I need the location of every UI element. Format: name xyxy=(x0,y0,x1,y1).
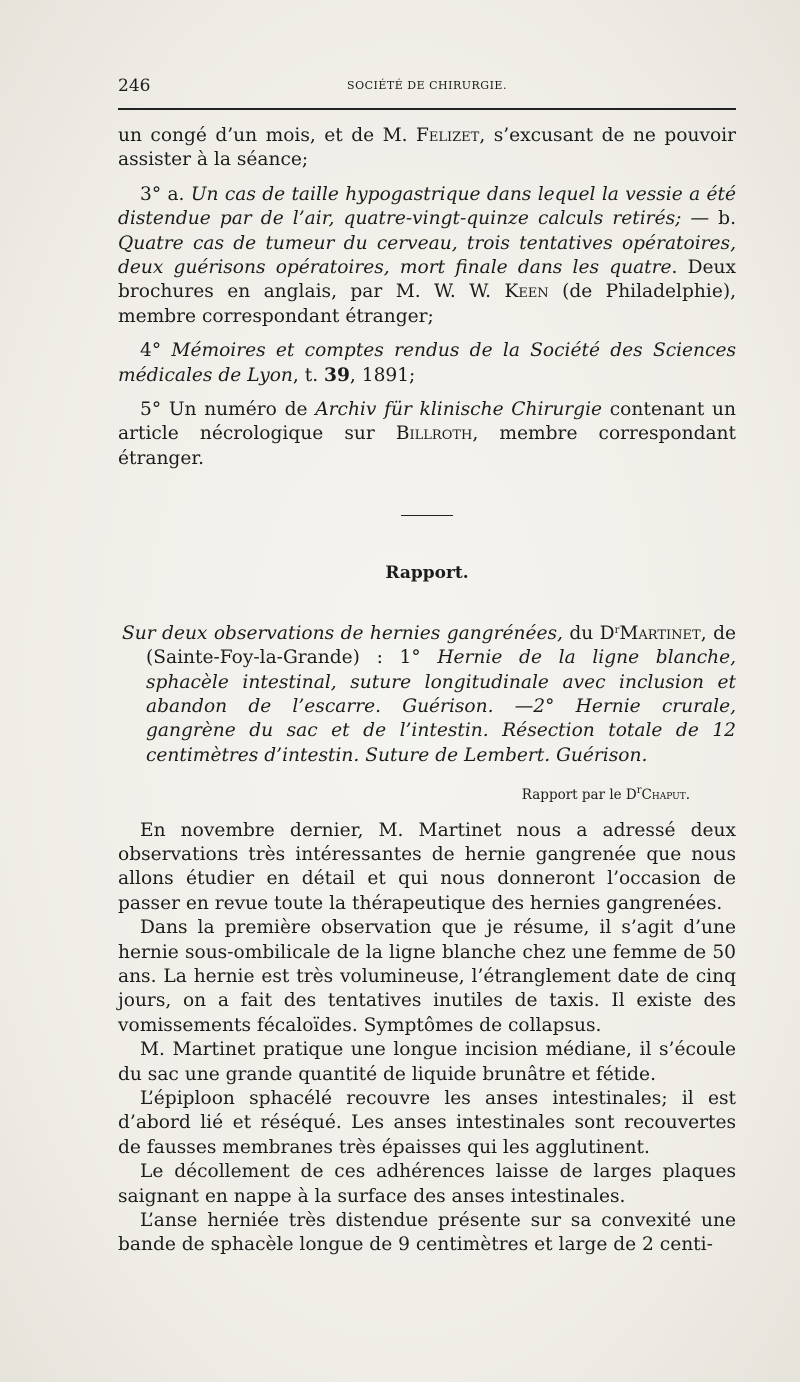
body-paragraph: Dans la première observation que je résume, il s’agit d’une hernie sous-ombilicale de la ligne blanche chez une femme de 50 ans. La hernie est très volumineuse, l’étranglement date de cinq jours, on a fait des tentatives inutiles de taxis. Il existe des vomissements fécaloïdes. Symptômes de collapsus. xyxy=(118,917,736,1036)
text-span: , de (Sainte-Foy-la-Grande) : 1° xyxy=(146,622,736,669)
text-span: , 1891; xyxy=(349,364,416,386)
text-span: , membre correspondant étranger. xyxy=(118,423,736,469)
superscript: r xyxy=(636,785,642,797)
page-number: 246 xyxy=(118,76,151,96)
item-4-paragraph xyxy=(118,339,736,388)
text-span: 5° Un numéro de xyxy=(140,399,316,421)
text-span: Rapport par le D xyxy=(521,787,637,804)
text-span: , s’excusant de ne pouvoir assister à la séance; xyxy=(118,125,736,171)
report-title: Sur deux observations de hernies gangrénées, xyxy=(122,622,563,644)
body-paragraph: En novembre dernier, M. Martinet nous a adressé deux observations très intéressantes de hernie gangrenée que nous allons étudier en détail et qui nous donneront l’occasion de passer en revue toute la thérapeutique des hernies gangrenées. xyxy=(118,819,736,914)
author-name: Martinet xyxy=(619,622,701,644)
item-number: 3° a. xyxy=(140,183,191,205)
work-title: Mémoires et comptes rendus de la Société des Sciences médicales de Lyon xyxy=(118,340,736,386)
body-paragraph: Le décollement de ces adhérences laisse de larges plaques saignant en nappe à la surface des anses intestinales. xyxy=(118,1161,736,1207)
report-subject xyxy=(118,619,736,768)
body-paragraph: M. Martinet pratique une longue incision médiane, il s’écoule du sac une grande quantité de liquide brunâtre et fétide. xyxy=(118,1039,736,1085)
text-span: . xyxy=(685,787,690,804)
page-header xyxy=(118,76,736,100)
work-title: Archiv für klinische Chirurgie xyxy=(315,399,603,421)
item-5-paragraph xyxy=(118,398,736,471)
item-3-paragraph xyxy=(118,183,736,329)
volume-number: 39 xyxy=(324,364,350,386)
section-title: Rapport. xyxy=(385,563,469,584)
text-span: — b. xyxy=(681,208,736,230)
correspondence-paragraph xyxy=(118,124,736,173)
item-number: 4° xyxy=(140,340,172,362)
report-title: Hernie de la ligne blanche, sphacèle intestinal, suture longitudinale avec inclusion et abandon de l’escarre. Guérison. —2° Hernie crurale, gangrène du sac et de l’intestin. Résection totale de 12 centimètres d’intestin. Suture de Lembert. Guérison. xyxy=(146,647,736,766)
body-paragraph: L’épiploon sphacélé recouvre les anses intestinales; il est d’abord lié et réséqué. Les anses intestinales sont recouvertes de fausses membranes très épaisses qui les agglutinent. xyxy=(118,1088,736,1158)
header-rule xyxy=(118,108,736,110)
author-name: Chaput xyxy=(641,787,686,804)
report-body xyxy=(118,819,736,1258)
text-span: contenant un article nécrologique sur xyxy=(118,399,736,445)
work-title: Un cas de taille hypogastrique dans lequel la vessie a été distendue par de l’air, quatre-vingt-quinze calculs retirés; xyxy=(118,183,736,230)
author-name: Billroth xyxy=(395,423,473,445)
body-paragraph: L’anse herniée très distendue présente sur sa convexité une bande de sphacèle longue de 9 centimètres et large de 2 centi- xyxy=(118,1210,736,1256)
superscript: r xyxy=(614,624,620,636)
report-byline xyxy=(118,779,736,807)
text-span: (de Philadelphie), membre correspondant étranger; xyxy=(118,281,736,327)
text-span: , t. xyxy=(292,364,325,386)
author-name: Felizet xyxy=(415,125,480,146)
page-body xyxy=(118,124,736,1258)
work-title: Quatre cas de tumeur du cerveau, trois tentatives opératoires, deux guérisons opératoires, mort finale dans les quatre xyxy=(118,232,736,279)
author-name: Keen xyxy=(504,281,549,303)
text-span: . Deux brochures en anglais, par M. W. W. xyxy=(118,257,736,303)
running-title: SOCIÉTÉ DE CHIRURGIE. xyxy=(347,79,507,92)
text-span: du D xyxy=(562,622,615,644)
text-span: un congé d’un mois, et de M. xyxy=(118,125,416,146)
section-separator xyxy=(401,515,453,516)
